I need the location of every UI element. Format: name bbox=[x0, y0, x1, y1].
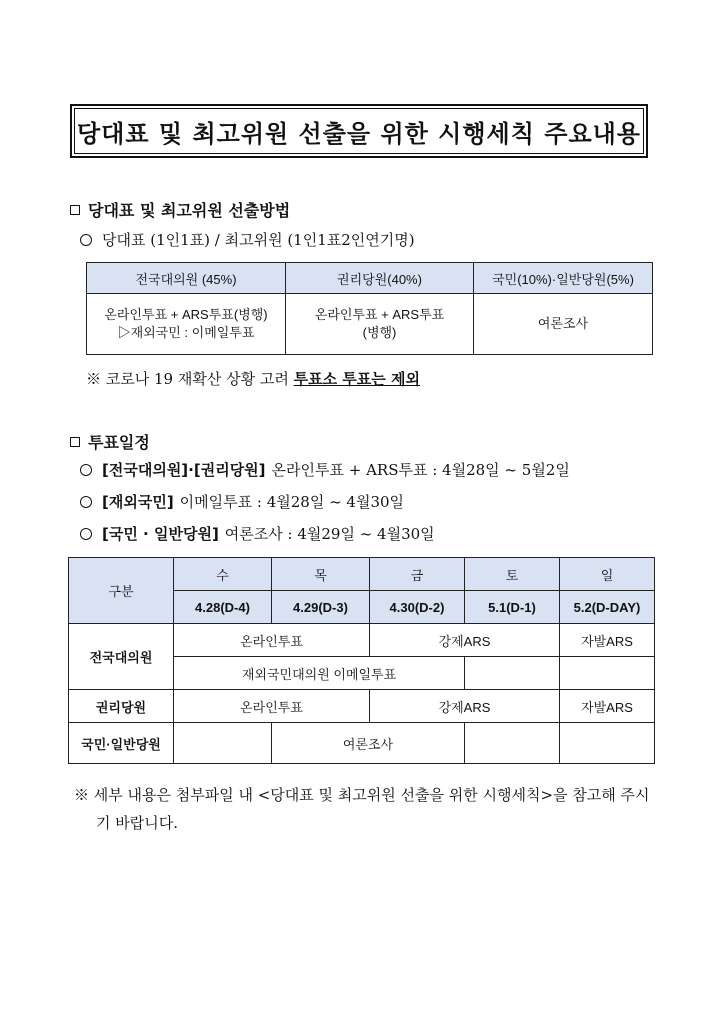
empty-cell bbox=[465, 723, 560, 764]
schedule-table bbox=[68, 557, 655, 764]
date-1: 4.28(D-4) bbox=[174, 591, 272, 624]
empty-cell bbox=[465, 657, 560, 690]
day-thu: 목 bbox=[272, 558, 370, 591]
cell-public: 여론조사 bbox=[474, 294, 653, 355]
day-wed: 수 bbox=[174, 558, 272, 591]
overseas-email: 재외국민대의원 이메일투표 bbox=[174, 657, 465, 690]
day-sat: 토 bbox=[465, 558, 560, 591]
header-delegate: 전국대의원 (45%) bbox=[87, 263, 286, 294]
election-method-table bbox=[86, 262, 653, 355]
footer-note-line1: ※ 세부 내용은 첨부파일 내 <당대표 및 최고위원 선출을 위한 시행세칙>을 참고해 주시 bbox=[74, 786, 650, 804]
schedule-bullet-3: [국민 · 일반당원] 여론조사 : 4월29일 ~ 4월30일 bbox=[80, 523, 435, 544]
date-3: 4.30(D-2) bbox=[370, 591, 465, 624]
header-public: 국민(10%)·일반당원(5%) bbox=[474, 263, 653, 294]
section1-note: ※ 코로나 19 재확산 상황 고려 투표소 투표는 제외 bbox=[86, 370, 420, 388]
footer-note-line2: 기 바랍니다. bbox=[96, 814, 178, 832]
page-title: 당대표 및 최고위원 선출을 위한 시행세칙 주요내용 bbox=[70, 104, 648, 158]
delegate-online: 온라인투표 bbox=[174, 624, 370, 657]
row-label-member: 권리당원 bbox=[69, 690, 174, 723]
row-label-delegate: 전국대의원 bbox=[69, 624, 174, 690]
row-label-public: 국민·일반당원 bbox=[69, 723, 174, 764]
circle-bullet-icon bbox=[80, 528, 92, 540]
member-forced-ars: 강제ARS bbox=[370, 690, 560, 723]
schedule-bullet-1: [전국대의원]·[권리당원] 온라인투표 + ARS투표 : 4월28일 ~ 5월2일 bbox=[80, 459, 570, 480]
date-4: 5.1(D-1) bbox=[465, 591, 560, 624]
header-member: 권리당원(40%) bbox=[286, 263, 474, 294]
delegate-voluntary-ars: 자발ARS bbox=[560, 624, 655, 657]
member-online: 온라인투표 bbox=[174, 690, 370, 723]
cell-delegate: 온라인투표 + ARS투표(병행) ▷재외국민 : 이메일투표 bbox=[87, 294, 286, 355]
square-bullet-icon bbox=[70, 437, 80, 447]
circle-bullet-icon bbox=[80, 464, 92, 476]
empty-cell bbox=[174, 723, 272, 764]
square-bullet-icon bbox=[70, 205, 80, 215]
section1-bullet: 당대표 (1인1표) / 최고위원 (1인1표2인연기명) bbox=[80, 229, 415, 250]
date-2: 4.29(D-3) bbox=[272, 591, 370, 624]
day-fri: 금 bbox=[370, 558, 465, 591]
corner-cell: 구분 bbox=[69, 558, 174, 624]
section1-heading: 당대표 및 최고위원 선출방법 bbox=[70, 198, 290, 221]
circle-bullet-icon bbox=[80, 234, 92, 246]
section2-heading: 투표일정 bbox=[70, 430, 150, 453]
empty-cell bbox=[560, 723, 655, 764]
day-sun: 일 bbox=[560, 558, 655, 591]
public-poll: 여론조사 bbox=[272, 723, 465, 764]
schedule-bullet-2: [재외국민] 이메일투표 : 4월28일 ~ 4월30일 bbox=[80, 491, 404, 512]
member-voluntary-ars: 자발ARS bbox=[560, 690, 655, 723]
delegate-forced-ars: 강제ARS bbox=[370, 624, 560, 657]
cell-member: 온라인투표 + ARS투표 (병행) bbox=[286, 294, 474, 355]
empty-cell bbox=[560, 657, 655, 690]
circle-bullet-icon bbox=[80, 496, 92, 508]
date-5: 5.2(D-DAY) bbox=[560, 591, 655, 624]
